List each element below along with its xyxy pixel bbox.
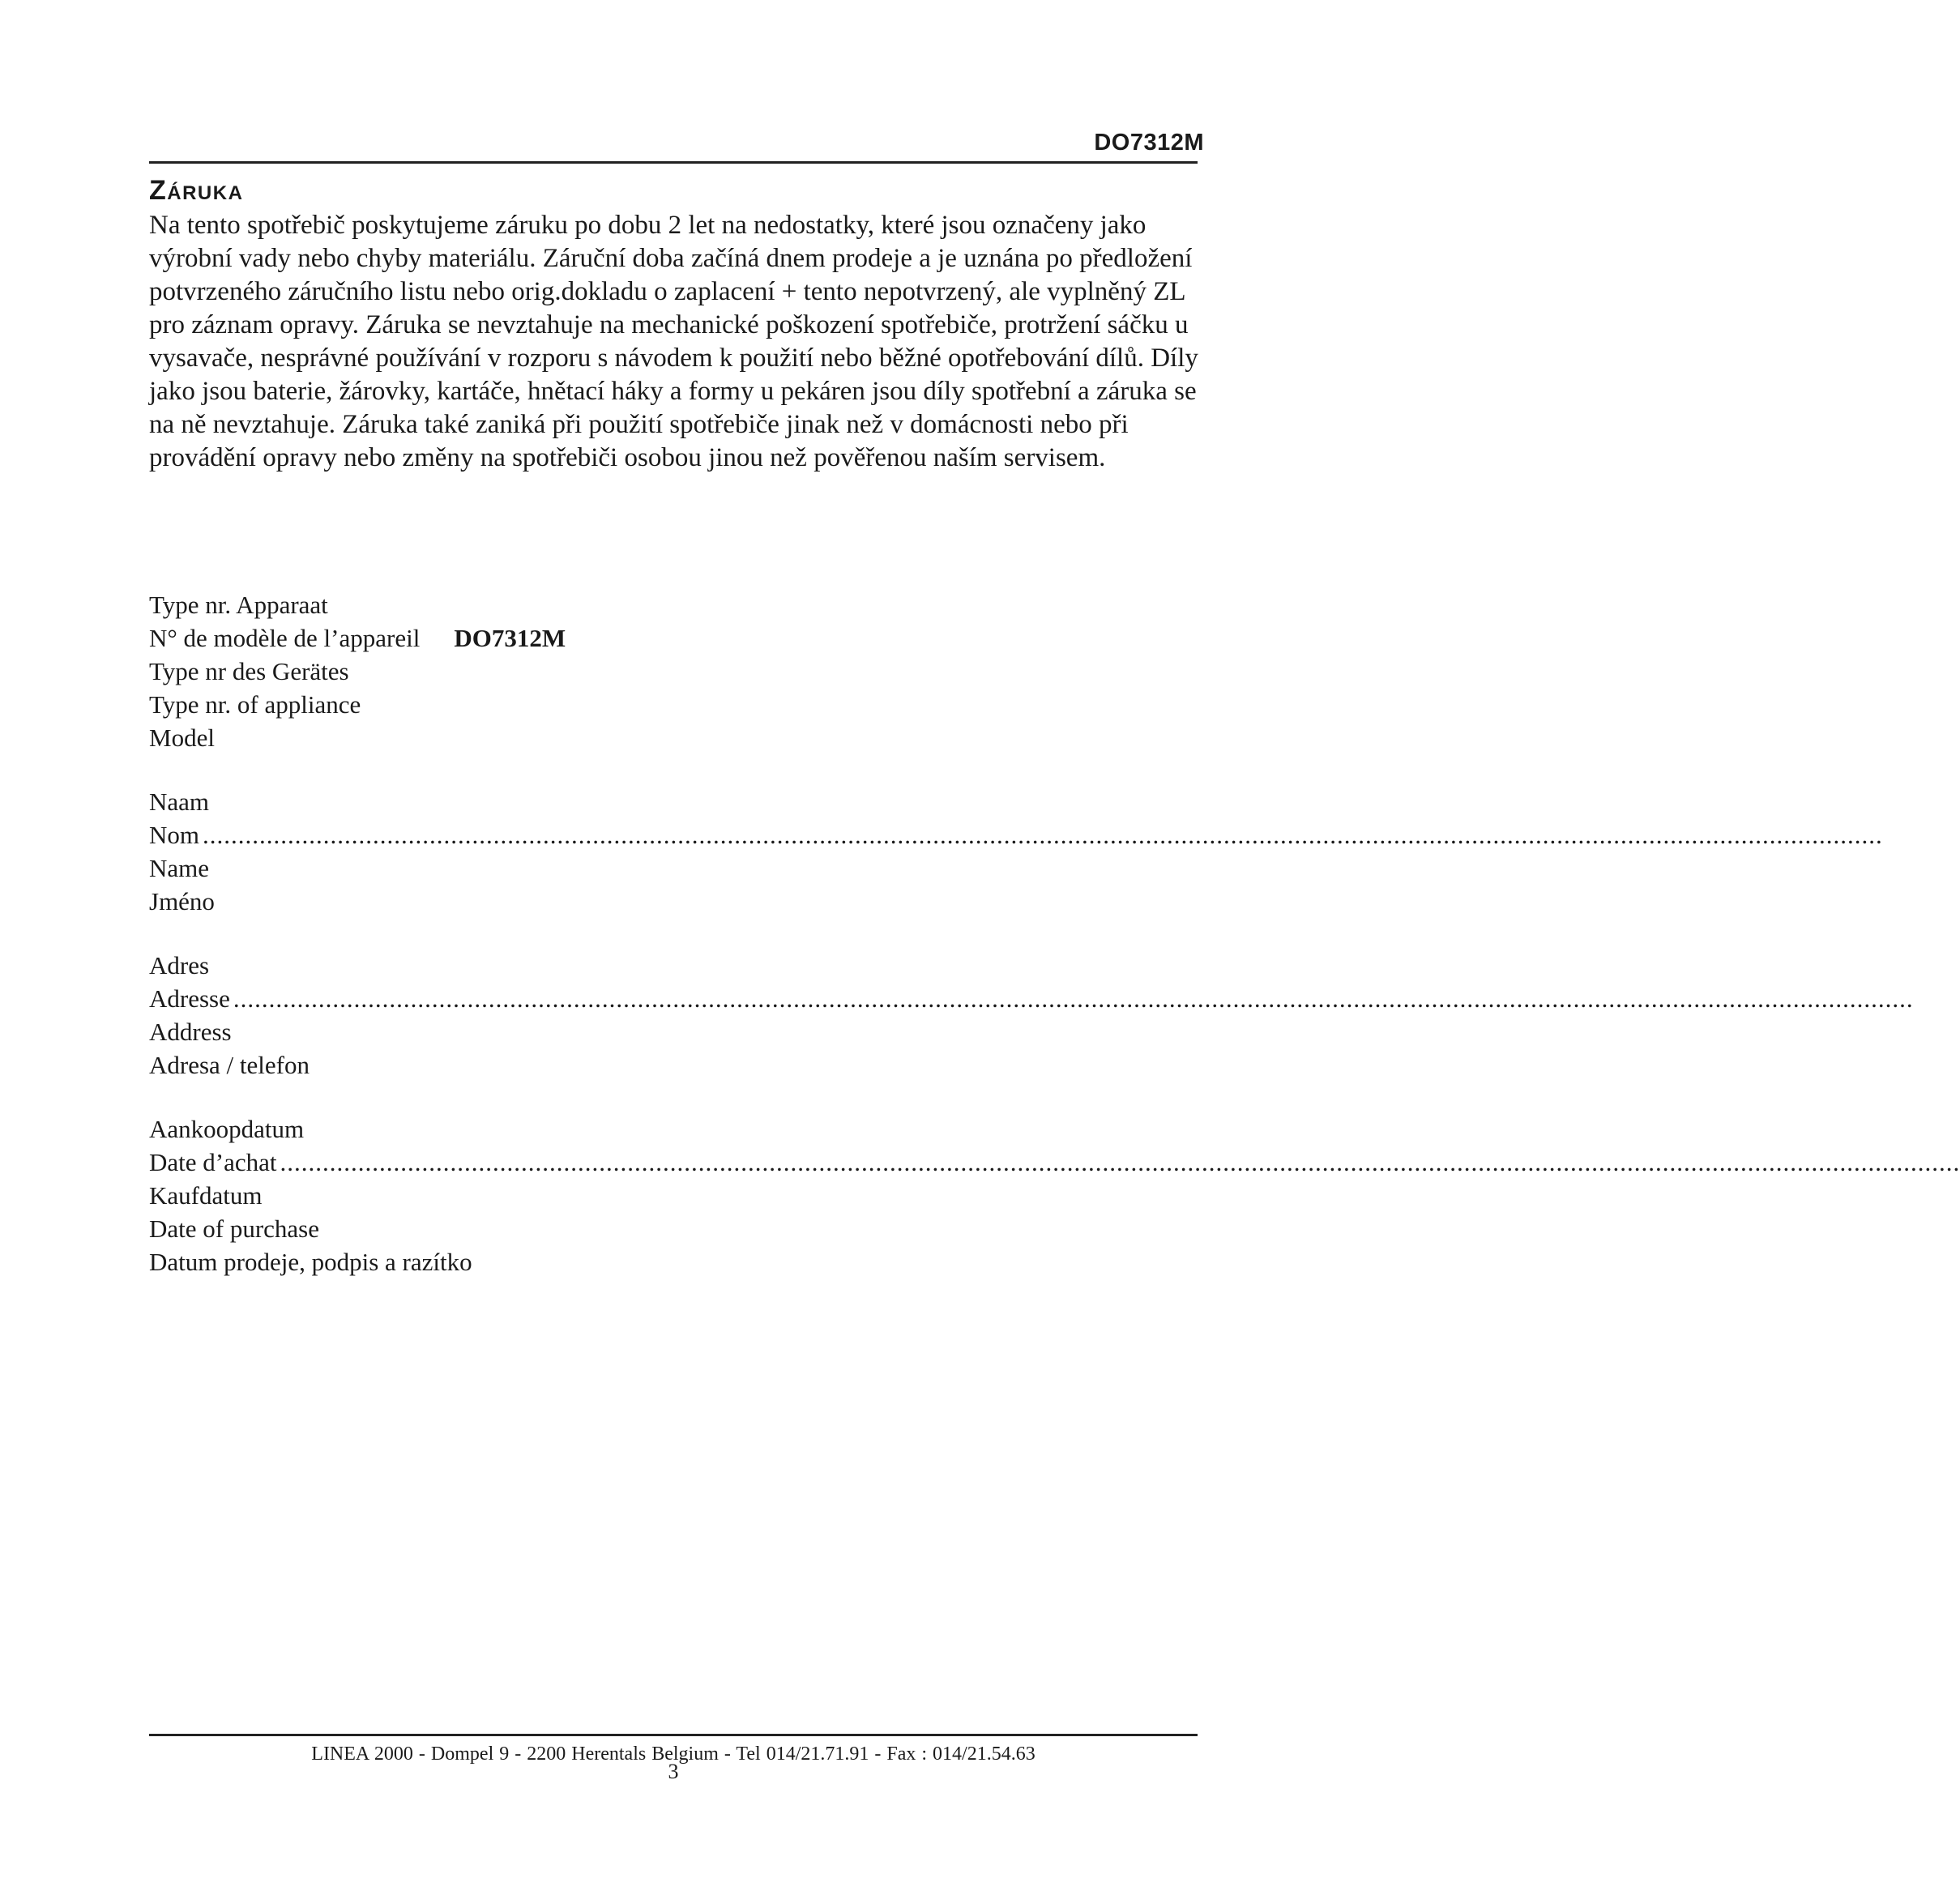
type-label-de: Type nr des Gerätes: [149, 657, 349, 685]
name-label-nl: Naam: [149, 787, 210, 816]
type-value: DO7312M: [454, 624, 566, 652]
type-label-fr: N° de modèle de l’appareil: [149, 624, 421, 652]
address-label-cs: Adresa / telefon: [149, 1051, 310, 1079]
type-label-cs: Model: [149, 723, 215, 752]
purchase-label-cs: Datum prodeje, podpis a razítko: [149, 1248, 472, 1276]
address-label-en: Address: [149, 1018, 232, 1046]
purchase-fill-line[interactable]: .............................................................................................................................................................................................................................................: [280, 1148, 1960, 1176]
type-group: [149, 588, 1211, 754]
header-divider: [149, 161, 1198, 164]
name-fill-line[interactable]: .............................................................................................................................................................................................................................................: [203, 821, 1883, 849]
warranty-heading: Záruka: [149, 175, 244, 206]
header-model-code: DO7312M: [1094, 130, 1204, 156]
purchase-label-de: Kaufdatum: [149, 1181, 263, 1210]
name-label-cs: Jméno: [149, 887, 215, 915]
name-label-en: Name: [149, 854, 210, 882]
name-label-fr: Nom: [149, 821, 199, 849]
purchase-label-nl: Aankoopdatum: [149, 1115, 305, 1143]
purchase-label-en: Date of purchase: [149, 1214, 320, 1243]
name-group: [149, 785, 1883, 918]
address-label-nl: Adres: [149, 951, 210, 980]
purchase-label-fr: Date d’achat: [149, 1148, 277, 1176]
type-label-en: Type nr. of appliance: [149, 690, 361, 719]
warranty-form: [149, 588, 1960, 1309]
address-fill-line[interactable]: .............................................................................................................................................................................................................................................: [233, 984, 1914, 1013]
address-group: [149, 949, 1914, 1082]
purchase-group: [149, 1112, 1960, 1278]
page-number: 3: [668, 1760, 679, 1783]
footer-contact: LINEA 2000 - Dompel 9 - 2200 Herentals Belgium - Tel 014/21.71.91 - Fax : 014/21.54.63: [311, 1743, 1036, 1765]
type-label-nl: Type nr. Apparaat: [149, 591, 328, 619]
footer-divider: [149, 1734, 1198, 1736]
address-label-fr: Adresse: [149, 984, 230, 1013]
warranty-paragraph: Na tento spotřebič poskytujeme záruku po dobu 2 let na nedostatky, které jsou označeny jako výrobní vady nebo chyby materiálu. Záruční doba začíná dnem prodeje a je uznána po předložení potvrzeného záručního listu nebo orig.dokladu o zaplacení + tento nepotvrzený, ale vyplněný ZL pro záznam opravy. Záruka se nevztahuje na mechanické poškození spotřebiče, protržení sáčku u vysavače, nesprávné používání v rozporu s návodem k použití nebo běžné opotřebování dílů. Díly jako jsou baterie, žárovky, kartáče, hnětací háky a formy u pekáren jsou díly spotřební a záruka se na ně nevztahuje. Záruka také zaniká při použití spotřebiče jinak než v domácnosti nebo při provádění opravy nebo změny na spotřebiči osobou jinou než pověřenou naším servisem.: [149, 211, 1198, 472]
